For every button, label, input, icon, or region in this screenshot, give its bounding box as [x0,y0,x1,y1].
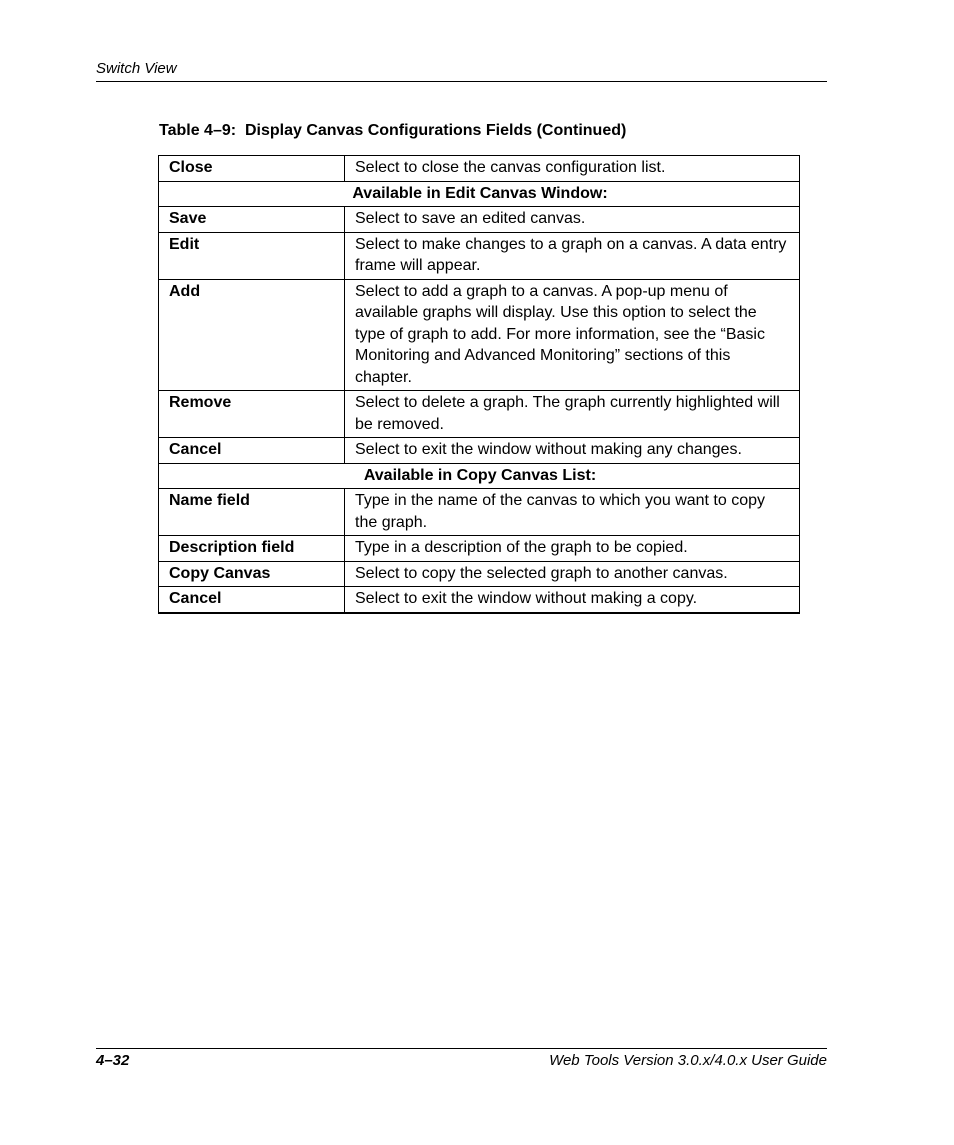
header-rule [96,81,827,82]
table-caption: Table 4–9: Display Canvas Configurations Fields (Continued) [159,122,627,139]
table-section-row [159,181,800,207]
table-row [159,156,800,182]
table-row [159,438,800,464]
section-heading: Available in Edit Canvas Window: [159,181,800,207]
field-description: Select to close the canvas configuration list. [345,156,800,182]
field-name: Cancel [159,587,345,613]
table-row [159,232,800,279]
table-section-row [159,463,800,489]
field-description: Type in a description of the graph to be copied. [345,536,800,562]
table-row [159,279,800,391]
field-description: Select to delete a graph. The graph currently highlighted will be removed. [345,391,800,438]
table-row [159,489,800,536]
field-name: Name field [159,489,345,536]
field-description: Select to add a graph to a canvas. A pop-up menu of available graphs will display. Use this option to select the type of graph to add. For more information, see the “Basic Monitoring and Advanced Monitoring” sections of this chapter. [345,279,800,391]
table-row [159,587,800,613]
field-name: Copy Canvas [159,561,345,587]
table-row [159,391,800,438]
field-name: Description field [159,536,345,562]
field-description: Type in the name of the canvas to which you want to copy the graph. [345,489,800,536]
field-description: Select to exit the window without making a copy. [345,587,800,613]
running-header: Switch View [96,60,177,77]
table-row [159,561,800,587]
page-number: 4–32 [96,1052,130,1069]
table-row [159,207,800,233]
field-name: Save [159,207,345,233]
field-description: Select to exit the window without making any changes. [345,438,800,464]
field-name: Edit [159,232,345,279]
field-name: Cancel [159,438,345,464]
fields-table [158,155,800,614]
field-description: Select to make changes to a graph on a canvas. A data entry frame will appear. [345,232,800,279]
section-heading: Available in Copy Canvas List: [159,463,800,489]
footer-rule [96,1048,827,1049]
field-description: Select to copy the selected graph to another canvas. [345,561,800,587]
footer-document-title: Web Tools Version 3.0.x/4.0.x User Guide [549,1052,827,1069]
field-name: Close [159,156,345,182]
field-description: Select to save an edited canvas. [345,207,800,233]
table-row [159,536,800,562]
field-name: Remove [159,391,345,438]
field-name: Add [159,279,345,391]
